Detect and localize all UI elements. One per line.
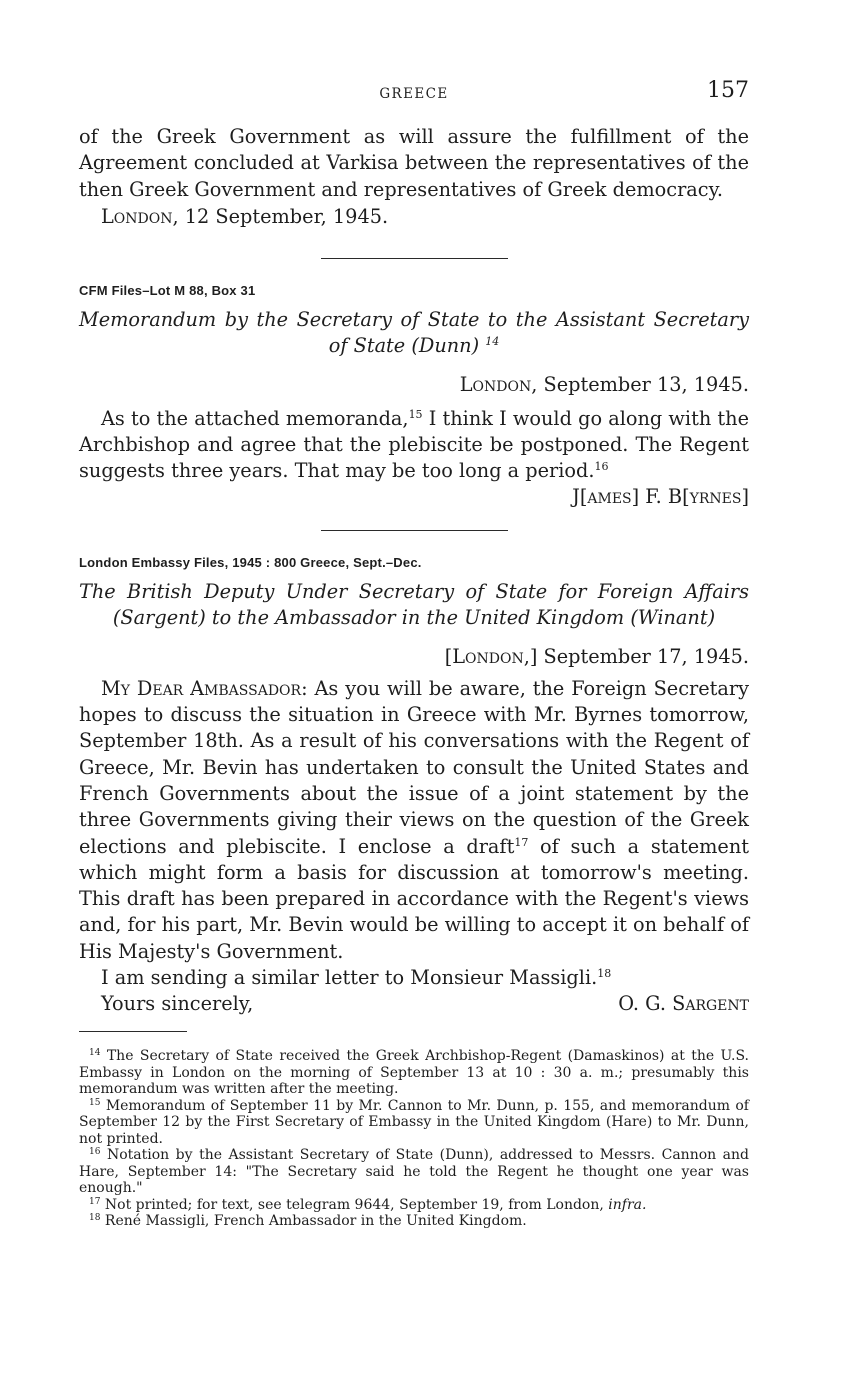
footnote-text: Memorandum of September 11 by Mr. Cannon to Mr. Dunn, p. 155, and memorandum of September 12 by the First Secretary of Embassy in the United Kingdom (Hare) to Mr. Dunn, not printed. [79,1097,749,1147]
memorandum-paragraph [79,406,749,485]
letter-paragraph [79,676,749,965]
paragraph-text: : As you will be aware, the Foreign Secretary hopes to discuss the situation in Greece with Mr. Byrnes tomorrow, September 18th. As a result of his conversations with the Regent of Greece, Mr. Bevin has undertaken to consult the United States and French Governments about the issue of a joint statement by the three Governments giving their views on the question of the Greek elections and plebiscite. I enclose a draft [79,676,749,858]
salutation: My Dear Ambassador [101,676,302,700]
footnote [79,1048,749,1098]
title-line: (Sargent) to the Ambassador in the United Kingdom (Winant) [112,605,716,629]
footnote-reference[interactable]: 16 [594,460,609,474]
paragraph-text: of such a statement which might form a basis for discussion at tomorrow's meeting. This draft has been prepared in accordance with the Regent's views and, for his part, Mr. Bevin would be willing to accept it on behalf of His Majesty's Government. [79,834,749,963]
title-line: The British Deputy Under Secretary of State for Foreign Affairs [79,579,749,603]
dateline-date: ,] September 17, 1945. [523,644,749,668]
document-title [79,307,749,359]
title-line: of State (Dunn) [328,333,480,357]
page-number: 157 [707,78,749,103]
footnotes [79,1048,749,1230]
footnote-mark: 16 [89,1147,101,1158]
dateline-bracket: [ [444,644,453,668]
signature-part: J[ [572,484,588,508]
section-divider [321,258,508,259]
footnote [79,1213,749,1230]
paragraph-text: As to the attached memoranda, [101,406,409,430]
footnote-reference[interactable]: 15 [408,407,423,421]
footnote [79,1197,749,1214]
document-page [79,78,749,1230]
footnote-text: René Massigli, French Ambassador in the United Kingdom. [104,1213,527,1230]
dateline-date: , September 13, 1945. [531,372,749,396]
letter-closing [79,991,749,1017]
dateline-date: , 12 September, 1945. [172,204,389,228]
document-title [79,579,749,631]
signature-part: ames [587,484,632,508]
continued-paragraph: of the Greek Government as will assure the fulfillment of the Agreement concluded at Varkisa between the representatives of the then Greek Government and representatives of Greek democracy. [79,125,749,201]
footnote-text: Notation by the Assistant Secretary of State (Dunn), addressed to Messrs. Cannon and Hare, September 14: "The Secretary said he told the Regent he thought one year was enough." [79,1147,749,1197]
footnote [79,1147,749,1197]
running-head: GREECE [379,86,449,102]
footnote-text: Not printed; for text, see telegram 9644, September 19, from London, [104,1196,609,1213]
footnote [79,1098,749,1148]
file-reference: CFM Files–Lot M 88, Box 31 [79,282,256,298]
letter-paragraph [79,965,749,991]
footnote-reference[interactable]: 14 [485,334,500,348]
footnote-divider [79,1031,187,1032]
dateline-place: London [101,204,173,228]
footnote-mark: 15 [89,1097,101,1108]
footnote-reference[interactable]: 17 [514,835,529,849]
file-reference: London Embassy Files, 1945 : 800 Greece, Sept.–Dec. [79,554,422,570]
footnote-mark: 14 [89,1048,101,1059]
page-header [79,78,749,108]
dateline-place: London [459,372,532,396]
footnote-italic: infra. [608,1196,647,1213]
footnote-mark: 18 [89,1213,101,1224]
signature-part: ] F. B[ [631,484,690,508]
signature [79,485,749,508]
dateline [79,373,749,396]
signature: O. G. Sargent [618,992,749,1016]
footnote-text: The Secretary of State received the Greek Archbishop-Regent (Damaskinos) at the U.S. Embassy in London on the morning of September 13 at 10 : 30 a. m.; presumably this memorandum was written after the meeting. [79,1048,750,1098]
dateline-place: London [452,644,524,668]
footnote-reference[interactable]: 18 [597,967,612,981]
title-line: Memorandum by the Secretary of State to the Assistant Secretary [79,307,749,331]
section-divider [321,530,508,531]
complimentary-close: Yours sincerely, [101,992,254,1016]
paragraph-text: I think I would go along with the Archbishop and agree that the plebiscite be postponed. The Regent suggests three years. That may be too long a period. [79,406,749,483]
signature-part: yrnes [689,484,742,508]
paragraph-text: I am sending a similar letter to Monsieur Massigli. [101,966,598,990]
signature-part: ] [741,484,749,508]
opening-dateline [101,205,749,228]
footnote-mark: 17 [89,1196,101,1207]
dateline [79,645,749,668]
